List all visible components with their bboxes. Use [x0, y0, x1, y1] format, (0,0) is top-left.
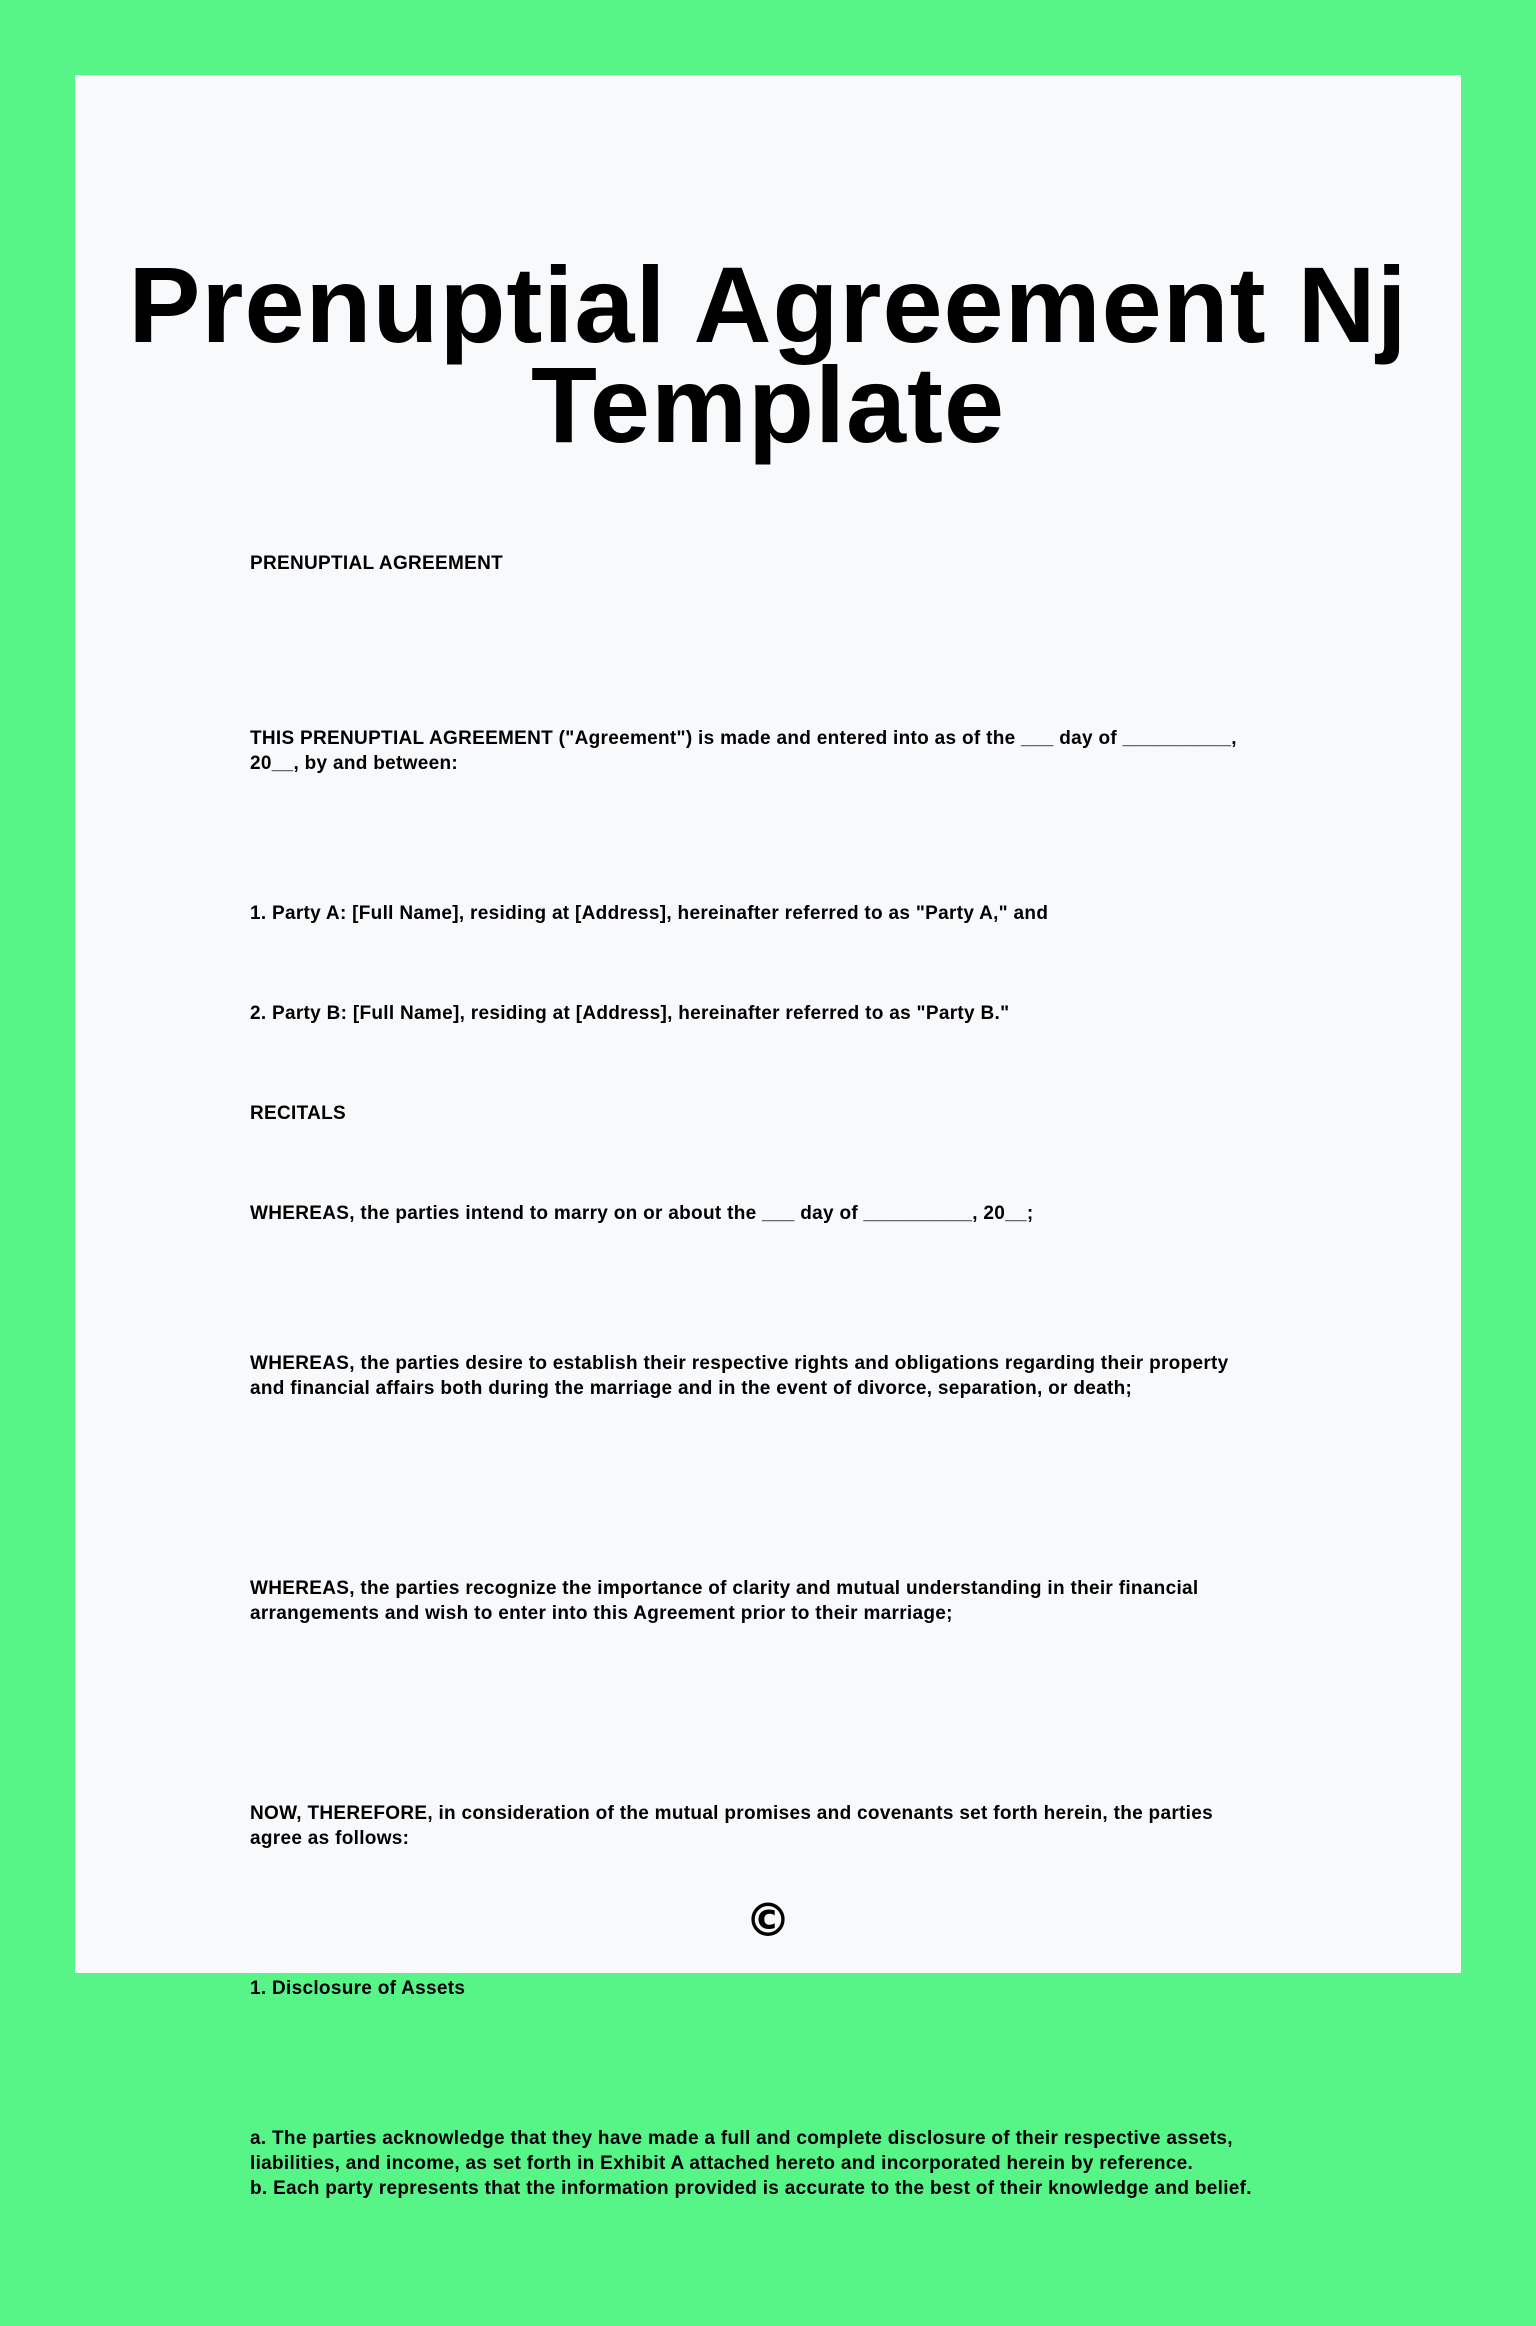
- now-line-2: agree as follows:: [250, 1828, 410, 1849]
- section-1b: b. Each party represents that the information provided is accurate to the best of their knowledge and belief.: [250, 2178, 1252, 2199]
- whereas-2-line-2: and financial affairs both during the marriage and in the event of divorce, separation, or death;: [250, 1378, 1133, 1399]
- section-1a-line-1: a. The parties acknowledge that they have made a full and complete disclosure of their respective assets,: [250, 2128, 1233, 2149]
- section-1a-line-2: liabilities, and income, as set forth in Exhibit A attached hereto and incorporated herein by reference.: [250, 2153, 1194, 2174]
- title-line-2: Template: [530, 344, 1006, 465]
- whereas-paragraph-2: [250, 1301, 1370, 1451]
- document-title: [75, 244, 1461, 465]
- intro-paragraph: [250, 676, 1370, 826]
- section-1-heading: 1. Disclosure of Assets: [250, 1978, 466, 1999]
- recitals-heading: RECITALS: [250, 1103, 346, 1124]
- now-therefore-paragraph: [250, 1751, 1370, 1901]
- document-body: [250, 551, 1370, 2326]
- intro-line-2: 20__, by and between:: [250, 753, 458, 774]
- whereas-paragraph-1: WHEREAS, the parties intend to marry on or about the ___ day of __________, 20__;: [250, 1203, 1034, 1224]
- whereas-3-line-2: arrangements and wish to enter into this Agreement prior to their marriage;: [250, 1603, 953, 1624]
- section-1-clauses: [250, 2076, 1370, 2251]
- whereas-3-line-1: WHEREAS, the parties recognize the importance of clarity and mutual understanding in their financial: [250, 1578, 1199, 1599]
- title-line-1: Prenuptial Agreement Nj: [128, 244, 1408, 365]
- document-page: [75, 75, 1461, 2199]
- party-b-paragraph: 2. Party B: [Full Name], residing at [Address], hereinafter referred to as "Party B.": [250, 1003, 1010, 1024]
- now-line-1: NOW, THEREFORE, in consideration of the mutual promises and covenants set forth herein, the parties: [250, 1803, 1213, 1824]
- agreement-heading: PRENUPTIAL AGREEMENT: [250, 553, 504, 574]
- intro-line-1: THIS PRENUPTIAL AGREEMENT ("Agreement") is made and entered into as of the ___ day of __________,: [250, 728, 1237, 749]
- copyright-icon: ©: [745, 1893, 791, 1947]
- whereas-2-line-1: WHEREAS, the parties desire to establish their respective rights and obligations regarding their property: [250, 1353, 1229, 1374]
- party-a-paragraph: 1. Party A: [Full Name], residing at [Address], hereinafter referred to as "Party A," and: [250, 903, 1049, 924]
- whereas-paragraph-3: [250, 1526, 1370, 1676]
